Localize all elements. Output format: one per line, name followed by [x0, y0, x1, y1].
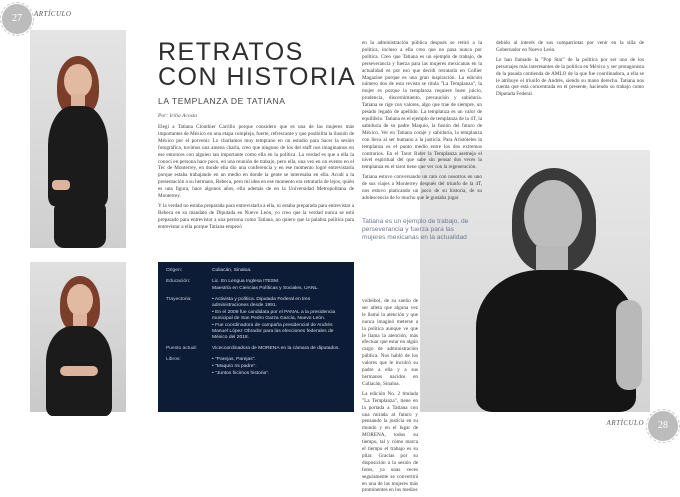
portrait-photo-seated	[30, 262, 126, 412]
page-number-right: 28	[648, 411, 678, 441]
pull-quote: Tatiana es un ejemplo de trabajo, de perseverancia y fuerza para las mujeres mexicanas en la actualidad	[362, 218, 469, 241]
body-column-3	[496, 40, 644, 101]
paragraph: Tatiana estuvo conversando un rato con nosotros en uno de sus viajes a Monterrey después del triunfo de la 4T, nos estuvo platicando un poco de su historia, de su adolescencia de lo mucho que le gustaba jugar	[362, 174, 482, 201]
title-line-2: CON HISTORIA	[158, 63, 357, 91]
data-value: • "Parejas, Parejas".	[212, 357, 256, 362]
profile-data-box	[158, 262, 354, 412]
data-value: • Activista y política. Diputada Federal en tres administraciones desde 1991.	[212, 297, 311, 308]
paragraph: Elegí a Tatiana Clouthier Carrillo porque considero que es una de las mujeres más importantes de México en una etapa compleja, fuerte, refrescante y que posibilita la ilusión de México por el porvenir. Lo charlamos muy temprano en un estudio para hacer la sesión fotográfica, tuvimos una amena charla, creo que ninguno de los del staff nos imaginamos en ese entonces con alguien tan importante como ella en la política. La verdad es que a ella la conocí en persona hace poco, en una reunión de trabajo, pero ella, una vez en un evento en el Tec de Monterrey, en donde ella dio una conferencia y en ese momento logré entrevistarla porque estaba trabajando en un medio en donde la gente se interesaba en ella. Acudí a la presentación a su hermano, Rebeca, pero mi idea en ese momento era retratarla de lejos, quién es una figura, hace algunos años, ella además de en la Universidad Metropolitana de Monterrey.	[158, 124, 354, 200]
data-value: • "Maquío mi padre".	[212, 364, 257, 369]
paragraph: La edición No. 2 titulada "La Templanza", tiene en la portada a Tatiana con una mirada al futuro y pensando la justicia en su mundo y en el lugar de MORENA, todos su tiempo, tal y cómo marca el tiempo el trabajo es su pilar. Gracias por su disposición a la sesión de fotos, ya unas veces seguramente se convertirá en una de las mujeres más prominentes en los medios	[362, 390, 418, 494]
data-row-education	[166, 279, 346, 293]
portrait-photo-standing	[30, 30, 126, 248]
data-row-current-position	[166, 346, 346, 353]
data-value: Maestría en Ciencias Políticas y Sociales, UANL.	[212, 286, 319, 291]
data-row-career	[166, 297, 346, 342]
body-column-1	[158, 124, 354, 234]
article-title	[158, 40, 358, 90]
page-number-left: 27	[2, 4, 32, 34]
running-head-left: ARTÍCULO	[34, 10, 72, 18]
data-label: Trayectoria:	[166, 297, 192, 302]
data-value: • En el 2009 fue candidata por el PANAL a la presidencia municipal de San Pedro Garza García, Nuevo León.	[212, 310, 336, 321]
data-label: Libros:	[166, 357, 181, 362]
data-value: Culiacán, Sinaloa.	[212, 268, 252, 273]
data-value: Vicecoordinadora de MORENA en la cámara de diputados.	[212, 346, 340, 351]
body-column-4	[362, 298, 418, 497]
article-subtitle: LA TEMPLANZA DE TATIANA	[158, 96, 286, 106]
data-label: Origen:	[166, 268, 183, 273]
paragraph: debido al interés de sus compatriotas por venir en la silla de Gobernador en Nuevo León.	[496, 40, 644, 53]
data-label: Educación:	[166, 279, 191, 284]
paragraph: Le han llamado la "Pop Star" de la política por ser uno de los personajes más interesantes de la política en México y ser protagonista de la pasada contienda de AMLO de la que fue coordinadora, a ella se le atribuye el triunfo de Andrés, siendo su mano derecha. Tatiana nos cuenta que está concentrada en el presente, haciendo su trabajo como Diputada Federal.	[496, 56, 644, 98]
running-head-right: ARTÍCULO	[606, 419, 644, 427]
paragraph: volleibol, de su sueño de ser atleta que alguna vez le llamó la atención y que nunca imaginó meterse a la política aunque ve que le llama la atención, más efectuar que estar en algún cargo de administración pública. Nos habló de los valores que le inculcó su padre a ella y a sus hermanos nacidos en Culiacán, Sinaloa.	[362, 298, 418, 387]
body-column-2	[362, 40, 482, 205]
data-value: • "Juntos hicimos historia".	[212, 371, 270, 376]
data-value: Lic. En Lengua Inglesa ITESM.	[212, 279, 280, 284]
paragraph: en la administración pública después se retiró a la política, incluso a ella creo que no pasa nunca por política. Creo que Tatiana es un ejemplo de trabajo, de perseverancia y fuerza para las mujeres mexicanas en la actualidad es por eso que decidí retratarla en Collier Magazine porque es una gran inspiración. La edición número dos de esta revista se titula "La Templanza", la mujer es porque la templanza requiere buen juicio, prudencia, discernimiento, precaución y sabiduría. Tatiana se rige con valores, algo que trae de siempre, un pesado legado de apellido. La templanza es un valor de equilibrio. Tatiana es el ejemplo de templanza de la 4T, la sabiduría de su padre Maquío, la fusión del futuro de México. Ver en Tatiana coraje y sabiduría, la templanza con lleva al ser humano a la justicia. Para Aristóteles la templanza es el punto medio entre los dos extremos contrarios. En el Tarot Rider la Templanza asemeja el nivel espiritual del que sabe sin pensar dos veces la templanza en el tarot tiene que ver con la regeneración.	[362, 40, 482, 171]
data-row-origin	[166, 268, 346, 275]
data-label: Puesto actual:	[166, 346, 197, 351]
article-byline: Por: Irilia Acosta	[158, 113, 198, 119]
data-row-books	[166, 357, 346, 378]
title-line-1: RETRATOS	[158, 38, 304, 66]
page-header	[0, 0, 680, 30]
data-value: • Fue coordinadora de campaña presidencial de Andrés Manuel López Obrador para las elecciones federales de México del 2018.	[212, 323, 334, 340]
paragraph: Y la verdad no estaba preparada para entrevistarla a ella, ni estaba preparada para entrevistar a Rebeca en su mandato de Diputada en Nuevo León, yo creo que la verdad nunca se está preparado para entrevistar a una persona como Tatiana, no quiero que la palabra política para entrevistar a ella porque Tatiana empezó	[158, 202, 354, 230]
